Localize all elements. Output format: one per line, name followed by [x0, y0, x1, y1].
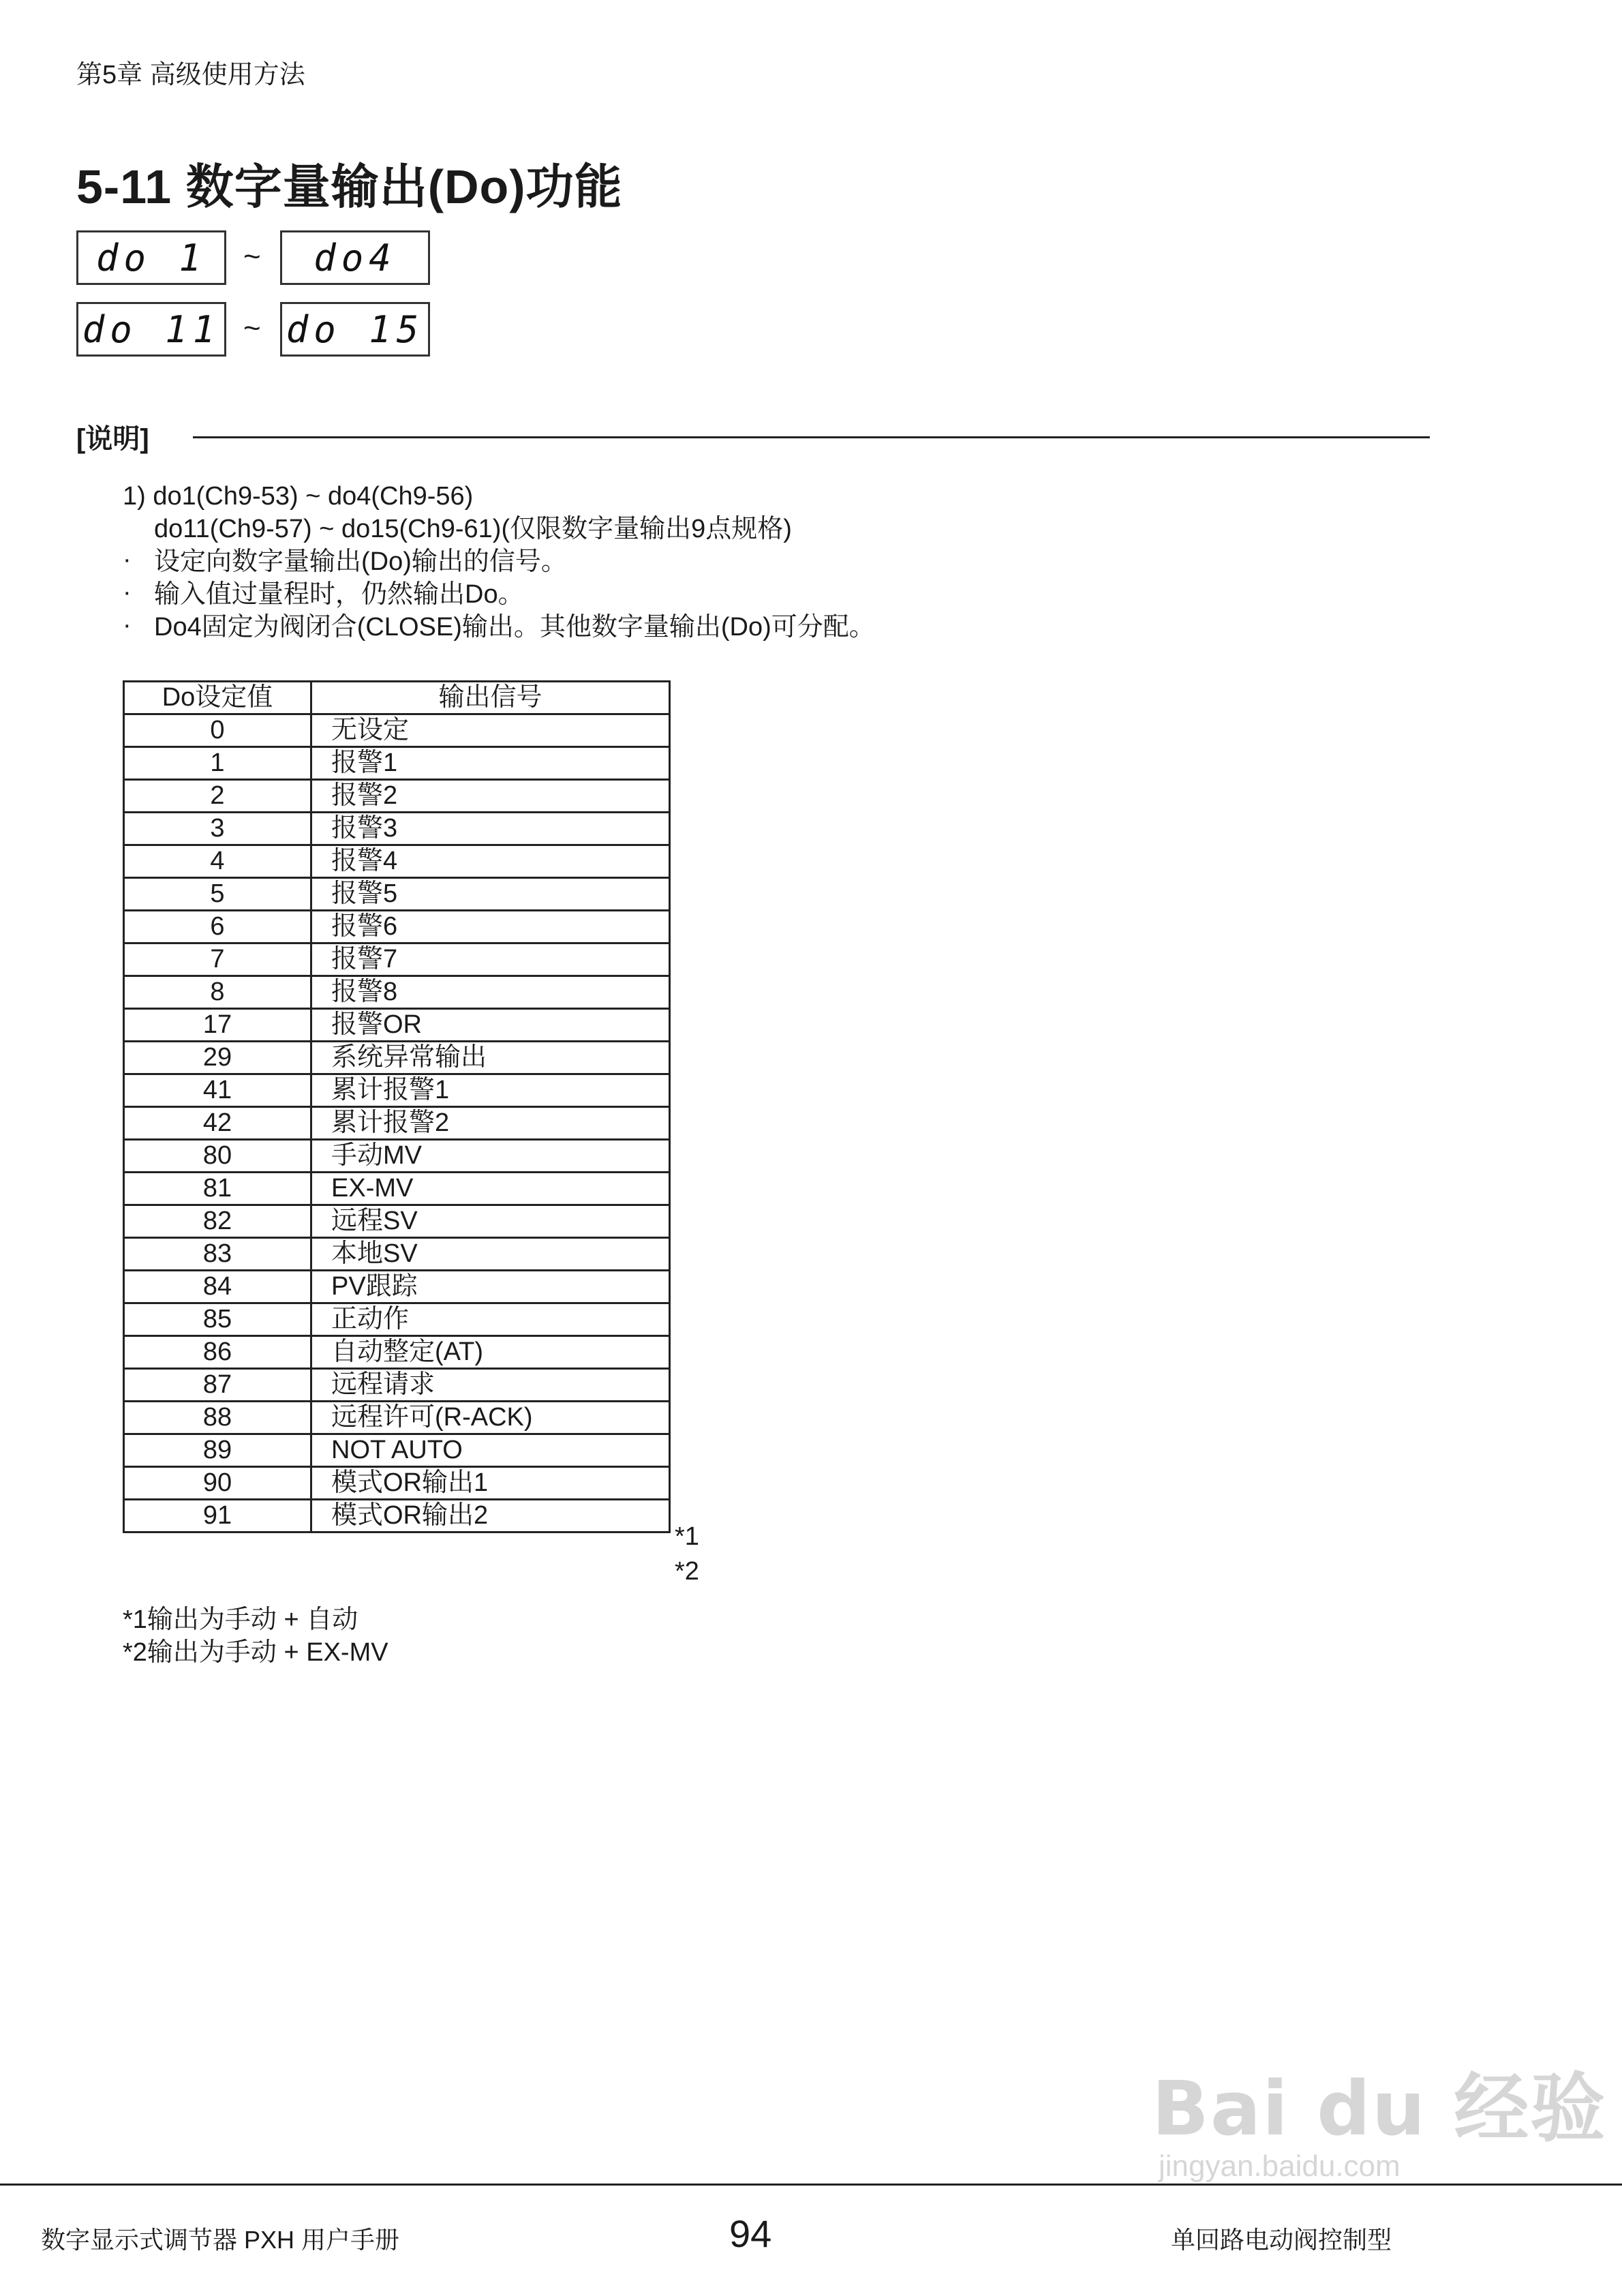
do-setting-value: 6 — [124, 911, 311, 943]
bullet-dot-icon: · — [123, 545, 132, 574]
table-row — [124, 1402, 670, 1434]
row-note-mark: *1 — [675, 1522, 699, 1551]
table-row — [124, 845, 670, 878]
table-row — [124, 1238, 670, 1271]
do-setting-value: 29 — [124, 1042, 311, 1074]
footer-manual-title: 数字显示式调节器 PXH 用户手册 — [41, 2226, 400, 2254]
output-signal: 模式OR输出2 — [311, 1500, 670, 1532]
output-signal: 报警5 — [311, 878, 670, 911]
channel-range-line: do11(Ch9-57) ~ do15(Ch9-61)(仅限数字量输出9点规格) — [154, 515, 792, 543]
watermark-url: jingyan.baidu.com — [1159, 2149, 1401, 2183]
table-row — [124, 943, 670, 976]
table-row — [124, 1107, 670, 1140]
chapter-heading: 第5章 高级使用方法 — [76, 61, 305, 89]
output-signal: EX-MV — [311, 1173, 670, 1205]
page-title: 5-11 数字量输出(Do)功能 — [76, 160, 623, 213]
bullet-text: Do4固定为阀闭合(CLOSE)输出。其他数字量输出(Do)可分配。 — [154, 613, 875, 641]
do-setting-value: 84 — [124, 1271, 311, 1303]
do-setting-value: 88 — [124, 1402, 311, 1434]
table-row — [124, 1173, 670, 1205]
output-signal: 远程请求 — [311, 1369, 670, 1402]
watermark — [1152, 2049, 1606, 2184]
do-setting-value: 0 — [124, 714, 311, 747]
output-signal: 报警1 — [311, 747, 670, 780]
page-number: 94 — [729, 2212, 772, 2255]
table-row — [124, 1303, 670, 1336]
output-signal: 远程SV — [311, 1205, 670, 1238]
table-row — [124, 1434, 670, 1467]
output-signal: 报警8 — [311, 976, 670, 1009]
output-signal: 正动作 — [311, 1303, 670, 1336]
row-note-mark: *2 — [675, 1557, 699, 1586]
output-signal: 报警OR — [311, 1009, 670, 1042]
output-signal: 报警6 — [311, 911, 670, 943]
table-row — [124, 1336, 670, 1369]
table-row — [124, 780, 670, 813]
lcd-display-do4: do4 — [280, 230, 430, 285]
table-row — [124, 1205, 670, 1238]
table-row — [124, 714, 670, 747]
do-setting-value: 89 — [124, 1434, 311, 1467]
do-setting-value: 81 — [124, 1173, 311, 1205]
output-signal: 无设定 — [311, 714, 670, 747]
do-setting-value: 42 — [124, 1107, 311, 1140]
lcd-display-do15: do 15 — [280, 302, 430, 357]
do-setting-value: 8 — [124, 976, 311, 1009]
column-header-setting: Do设定值 — [124, 682, 311, 714]
baidu-logo-icon: Bai du 经验 — [1152, 2065, 1607, 2152]
do-setting-value: 2 — [124, 780, 311, 813]
lcd-display-do11: do 11 — [76, 302, 226, 357]
table-row — [124, 1467, 670, 1500]
output-signal: 报警2 — [311, 780, 670, 813]
table-row — [124, 1271, 670, 1303]
do-setting-value: 4 — [124, 845, 311, 878]
table-row — [124, 1500, 670, 1532]
footnote: *1输出为手动 + 自动 — [123, 1605, 358, 1634]
table-row — [124, 878, 670, 911]
range-separator: ~ — [243, 312, 261, 345]
output-signal: 报警4 — [311, 845, 670, 878]
do-setting-value: 17 — [124, 1009, 311, 1042]
table-row — [124, 976, 670, 1009]
do-setting-value: 3 — [124, 813, 311, 845]
output-signal: 系统异常输出 — [311, 1042, 670, 1074]
do-setting-value: 87 — [124, 1369, 311, 1402]
footer-divider — [0, 2184, 1622, 2186]
table-body — [124, 714, 670, 1532]
table-row — [124, 1140, 670, 1173]
table-row — [124, 813, 670, 845]
bullet-text: 设定向数字量输出(Do)输出的信号。 — [154, 547, 567, 576]
output-signal: 报警7 — [311, 943, 670, 976]
do-setting-value: 80 — [124, 1140, 311, 1173]
table-row — [124, 1074, 670, 1107]
range-separator: ~ — [243, 240, 261, 273]
output-signal: 累计报警2 — [311, 1107, 670, 1140]
bullet-dot-icon: · — [123, 578, 132, 607]
table-row — [124, 1009, 670, 1042]
table-header-row — [124, 682, 670, 714]
channel-range-line: 1) do1(Ch9-53) ~ do4(Ch9-56) — [123, 482, 474, 511]
table-row — [124, 1369, 670, 1402]
do-setting-value: 85 — [124, 1303, 311, 1336]
output-signal: NOT AUTO — [311, 1434, 670, 1467]
column-header-signal: 输出信号 — [311, 682, 670, 714]
output-signal: 自动整定(AT) — [311, 1336, 670, 1369]
lcd-display-do1: do 1 — [76, 230, 226, 285]
output-signal: PV跟踪 — [311, 1271, 670, 1303]
do-setting-value: 83 — [124, 1238, 311, 1271]
do-signal-table — [123, 680, 671, 1533]
bullet-text: 输入值过量程时，仍然输出Do。 — [154, 580, 524, 609]
bullet-dot-icon: · — [123, 611, 132, 639]
footer-model-type: 单回路电动阀控制型 — [1171, 2226, 1392, 2254]
do-setting-value: 1 — [124, 747, 311, 780]
do-setting-value: 91 — [124, 1500, 311, 1532]
output-signal: 手动MV — [311, 1140, 670, 1173]
do-setting-value: 7 — [124, 943, 311, 976]
table-row — [124, 747, 670, 780]
table-row — [124, 911, 670, 943]
output-signal: 本地SV — [311, 1238, 670, 1271]
output-signal: 远程许可(R-ACK) — [311, 1402, 670, 1434]
output-signal: 报警3 — [311, 813, 670, 845]
output-signal: 模式OR输出1 — [311, 1467, 670, 1500]
section-label: [说明] — [76, 424, 149, 454]
table-row — [124, 1042, 670, 1074]
footnote: *2输出为手动 + EX-MV — [123, 1638, 388, 1667]
do-setting-value: 90 — [124, 1467, 311, 1500]
do-setting-value: 82 — [124, 1205, 311, 1238]
do-setting-value: 86 — [124, 1336, 311, 1369]
section-divider — [193, 436, 1430, 438]
output-signal: 累计报警1 — [311, 1074, 670, 1107]
do-setting-value: 41 — [124, 1074, 311, 1107]
do-setting-value: 5 — [124, 878, 311, 911]
